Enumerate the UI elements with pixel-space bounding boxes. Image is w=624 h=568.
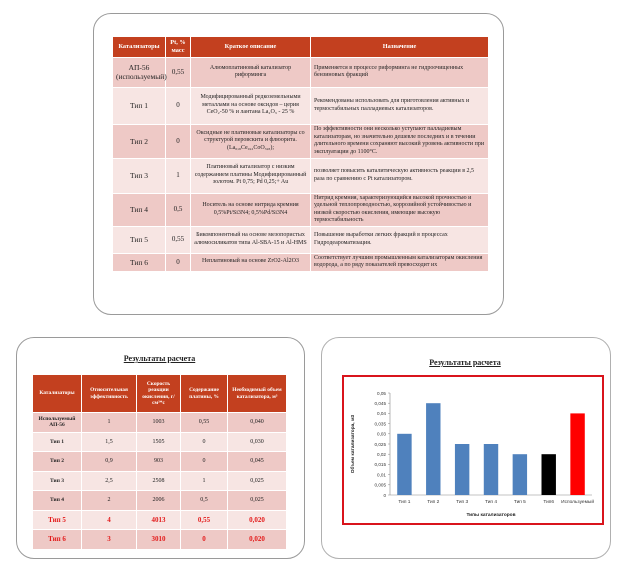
catalyst-row (113, 57, 489, 87)
catalyst-row (113, 124, 489, 158)
result-rate: 3010 (137, 530, 181, 550)
result-name: Тип 6 (33, 530, 82, 550)
result-efficiency: 2 (82, 491, 137, 511)
x-tick-label: Тип 4 (485, 500, 497, 505)
header-catalysts: Катализаторы (113, 37, 166, 58)
result-name: Тип 2 (33, 452, 82, 472)
result-volume: 0,025 (228, 471, 287, 491)
y-tick-label: 0,04 (377, 411, 386, 417)
header-description: Краткое описание (191, 37, 311, 58)
result-efficiency: 3 (82, 530, 137, 550)
result-efficiency: 1 (82, 413, 137, 433)
catalyst-row (113, 193, 489, 226)
header-pt: Pt, % масс (166, 37, 191, 58)
bar-6 (542, 454, 556, 495)
catalyst-row (113, 226, 489, 253)
rheader-efficiency: Относительная эффективность (82, 375, 137, 413)
catalyst-row (113, 158, 489, 193)
y-tick-label: 0,035 (374, 421, 386, 427)
rheader-rate: Скорость реакции окисления, г/см³*с (137, 375, 181, 413)
header-purpose: Назначение (311, 37, 489, 58)
bar-3 (455, 444, 469, 495)
catalyst-purpose: По эффективности они несколько уступают палладиевым катализаторам, но значительно дешевле последних и в течении длительного времени сохраняют высокий уровень активности при эксплуатации до 1100°С. (311, 124, 489, 158)
x-tick-label: Тип6 (543, 500, 555, 505)
catalyst-purpose: Нитрид кремния, характеризующийся высокой прочностью и удельной теплопроводностью, коррозийной устойчивостью и низкой скоростью окисления, имеющие высокую термостабильность (311, 193, 489, 226)
result-name: Тип 4 (33, 491, 82, 511)
x-tick-label: Тип 5 (513, 500, 526, 505)
y-tick-label: 0,01 (377, 472, 386, 478)
bar-2 (426, 403, 440, 495)
result-row (33, 491, 287, 511)
result-pt: 0 (181, 530, 228, 550)
result-rate: 2006 (137, 491, 181, 511)
result-rate: 1505 (137, 432, 181, 452)
y-tick-label: 0,02 (377, 452, 386, 457)
catalyst-name: Тип 6 (113, 253, 166, 271)
result-volume: 0,030 (228, 432, 287, 452)
catalyst-row (113, 87, 489, 124)
result-rate: 2508 (137, 471, 181, 491)
result-name: Используемый АП-56 (33, 413, 82, 433)
catalyst-name: Тип 4 (113, 193, 166, 226)
result-row (33, 452, 287, 472)
catalyst-description: Платиновый катализатор с низким содержанием платины Модифицированный золотом. Pt 0,75; Pd 0,25;+ Au (191, 158, 311, 193)
y-tick-label: 0,03 (377, 431, 386, 437)
catalyst-purpose: Соответствует лучшим промышленным катализаторам окисления водорода, а по ряду показателей превосходит их (311, 253, 489, 271)
result-volume: 0,040 (228, 413, 287, 433)
catalyst-description: Алюмоплатиновый катализатор риформинга (191, 57, 311, 87)
result-row (33, 413, 287, 433)
catalyst-pt: 0,5 (166, 193, 191, 226)
rheader-volume: Необходимый объем катализатора, м³ (228, 375, 287, 413)
result-efficiency: 4 (82, 510, 137, 530)
y-tick-label: 0,045 (374, 401, 386, 406)
result-row (33, 432, 287, 452)
catalyst-description: Оксидные не платиновые катализаторы со структурой перовскита и флюорита. (La₀,₈Ce₀,₂CoO₃,₈); (191, 124, 311, 158)
results-table-title: Результаты расчета (123, 354, 196, 363)
result-pt: 0 (181, 452, 228, 472)
results-table (32, 374, 287, 550)
catalyst-description: Неплатиновый на основе ZrO2-Al2O3 (191, 253, 311, 271)
bar-1 (397, 434, 411, 495)
result-volume: 0,025 (228, 491, 287, 511)
result-name: Тип 5 (33, 510, 82, 530)
y-tick-label: 0 (383, 492, 386, 498)
y-tick-label: 0,005 (374, 482, 386, 488)
rheader-pt: Содержание платины, % (181, 375, 228, 413)
catalyst-name: АП-56 (используемый) (113, 57, 166, 87)
result-efficiency: 0,9 (82, 452, 137, 472)
catalyst-pt: 0 (166, 87, 191, 124)
result-rate: 4013 (137, 510, 181, 530)
result-name: Тип 1 (33, 432, 82, 452)
catalyst-description: Бикомпонентный на основе мезопористых алюмосиликатов типа Al-SBA-15 и Al-HMS (191, 226, 311, 253)
result-efficiency: 2,5 (82, 471, 137, 491)
result-pt: 1 (181, 471, 228, 491)
x-tick-label: Тип 3 (456, 500, 469, 505)
x-tick-label: Тип 2 (427, 500, 440, 505)
catalysts-table-header (113, 37, 489, 58)
result-name: Тип 3 (33, 471, 82, 491)
catalyst-pt: 0,55 (166, 226, 191, 253)
result-row (33, 471, 287, 491)
catalyst-purpose: Повышение выработки легких фракций в процессах Гидродеароматизация. (311, 226, 489, 253)
result-pt: 0 (181, 432, 228, 452)
result-volume: 0,045 (228, 452, 287, 472)
x-tick-label: Тип 1 (398, 500, 411, 505)
catalyst-row (113, 253, 489, 271)
x-axis-title: Типы катализаторов (466, 513, 516, 518)
result-row (33, 510, 287, 530)
catalyst-pt: 1 (166, 158, 191, 193)
y-axis-title: Объем катализатора, м3 (351, 414, 356, 474)
result-volume: 0,020 (228, 530, 287, 550)
result-volume: 0,020 (228, 510, 287, 530)
catalyst-pt: 0 (166, 124, 191, 158)
catalyst-purpose: Применяется в процессе риформинга не гидроочищенных бензиновых фракций (311, 57, 489, 87)
rheader-catalysts: Катализаторы (33, 375, 82, 413)
result-rate: 1003 (137, 413, 181, 433)
bar-4 (484, 444, 498, 495)
catalyst-name: Тип 1 (113, 87, 166, 124)
bar-5 (513, 454, 527, 495)
catalyst-name: Тип 5 (113, 226, 166, 253)
catalyst-pt: 0,55 (166, 57, 191, 87)
catalyst-purpose: позволяет повысить каталитическую активность реакции в 2,5 раза по сравнению с Pt катализатором. (311, 158, 489, 193)
chart-title: Результаты расчета (429, 358, 501, 367)
y-tick-label: 0,05 (377, 390, 386, 396)
result-pt: 0,5 (181, 491, 228, 511)
result-row (33, 530, 287, 550)
y-tick-label: 0,015 (374, 462, 386, 468)
bar-7 (570, 413, 584, 495)
bar-chart (344, 377, 600, 521)
catalyst-purpose: Рекомендованы использовать для приготовления активных и термостабильных палладиевых катализаторов. (311, 87, 489, 124)
result-efficiency: 1,5 (82, 432, 137, 452)
x-tick-label: Используемый (561, 500, 595, 505)
catalyst-description: Носитель на основе нитрида кремния 0,5%Pt/Si3N4; 0,5%Pd/Si3N4 (191, 193, 311, 226)
results-table-header (33, 375, 287, 413)
result-pt: 0,55 (181, 413, 228, 433)
catalyst-description: Модифицированный редкоземельными металлами на основе оксидов – церия CeO₂-50 % и лантана La₂O₃ - 25 % (191, 87, 311, 124)
catalyst-pt: 0 (166, 253, 191, 271)
result-rate: 903 (137, 452, 181, 472)
catalysts-table (112, 36, 489, 272)
result-pt: 0,55 (181, 510, 228, 530)
y-tick-label: 0,025 (374, 441, 386, 447)
catalyst-name: Тип 2 (113, 124, 166, 158)
catalyst-name: Тип 3 (113, 158, 166, 193)
